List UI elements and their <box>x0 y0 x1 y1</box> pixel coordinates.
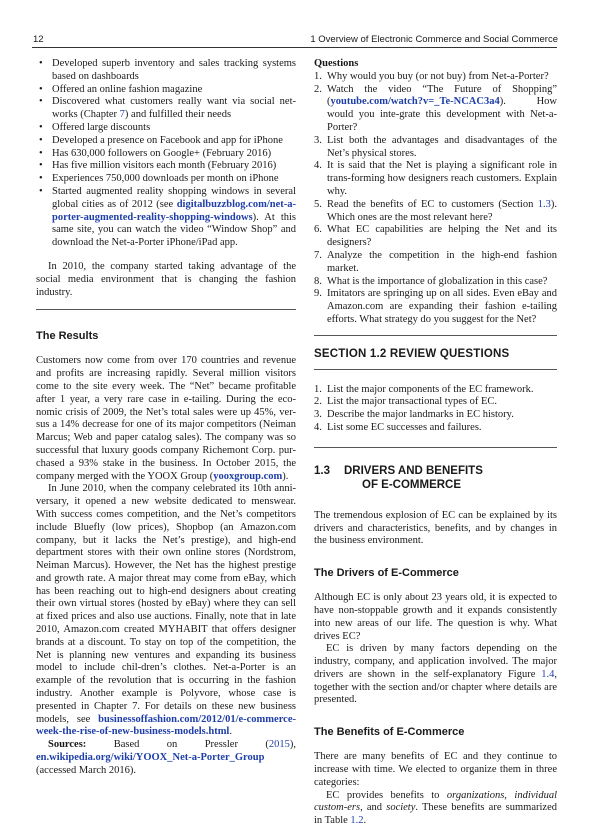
list-item: • Experiences 750,000 downloads per month on iPhone <box>36 173 296 186</box>
benefits-paragraph-1: There are many benefits of EC and they continue to increase with time. We elected to organize them in three categories: <box>314 751 557 788</box>
wikipedia-link[interactable]: en.wikipedia.org/wiki/YOOX_Net-a-Porter_Group <box>36 752 265 764</box>
section-heading <box>314 464 557 492</box>
results-paragraph-2: In June 2010, when the company celebrated its 10th anni-versary, it opened a new website dedicated to menswear. With success comes competition, and the Net’s competitors include Bluefly (low prices), Shopbop (an Amazon.com company, but it lacks the Net’s prestige), and high-end department stores with their own online stores (Nordstrom, Neiman Marcus). However, the Net has the highest prestige and growth rate. A major threat may come from eBay, which has been reaching out to high-end designers about creating their own virtual stores (hosted by eBay) where they can sell at fixed prices and also use auctions. Finally, note that in late 2010, Amazon.com created MYHABIT that offers designer brands at a discount. To stay on top of the competition, the Net is planning new ventures and expanding its business model to include chil-dren’s clothes. Net-a-Porter is an example of the revolution that is occurring in the fashion industry. Another example is Polyvore, whose case is presented in Chapter 7. For details on these new business models, see businessoffashion.com/2012/01/e-commerce-week-the-rise-of-new-business-models.html. <box>36 483 296 738</box>
question-item: 8. What is the importance of globalization in this case? <box>314 275 548 287</box>
list-item: • Offered large discounts <box>36 122 296 135</box>
list-item: • Offered an online fashion magazine <box>36 84 296 97</box>
drivers-paragraph-1: Although EC is only about 23 years old, it is expected to have non-stoppable growth and it expands consistently into new areas of our life. The question is why. What drives EC? <box>314 592 557 642</box>
list-item: • Developed superb inventory and sales tracking systems based on dashboards <box>36 58 296 84</box>
question-item: 2. Watch the video “The Future of Shopping” (youtube.com/watch?v=_Te-NCAC3a4). How would you inte-grate this development with Net-a-Porter? <box>314 83 557 133</box>
digitalbuzzblog-link[interactable]: digitalbuzzblog.com/net-a-porter-augmented-reality-shopping-windows <box>52 198 296 223</box>
question-item: 1. Why would you buy (or not buy) from Net-a-Porter? <box>314 70 549 82</box>
list-item: • Started augmented reality shopping windows in several global cities as of 2012 (see digitalbuzzblog.com/net-a-porter-augmented-reality-shopping-windows). At this same site, you can watch the video “Window Shop” and download the Net-a-Porter iPhone/iPad app. <box>36 186 296 250</box>
review-item: 3. Describe the major landmarks in EC history. <box>314 409 514 421</box>
review-questions-list <box>314 384 557 435</box>
sources-label: Sources: <box>48 739 87 751</box>
left-column <box>36 58 296 778</box>
section-title-line-1: DRIVERS AND BENEFITS <box>344 464 483 477</box>
question-item: 7. Analyze the competition in the high-end fashion market. <box>314 249 557 274</box>
section-title-line-2: OF E-COMMERCE <box>362 478 462 491</box>
divider <box>314 335 557 336</box>
figure-ref-link[interactable]: 1.4 <box>541 668 555 680</box>
list-item: • Developed a presence on Facebook and app for iPhone <box>36 135 296 148</box>
question-item: 6. What EC capabilities are helping the Net and its designers? <box>314 224 557 249</box>
list-item: • Discovered what customers really want via social net-works (Chapter 7) and fulfilled their needs <box>36 96 296 122</box>
chapter-ref-link[interactable]: 7 <box>119 109 125 121</box>
question-item: 9. Imitators are springing up on all sides. Even eBay and Amazon.com are expanding their fashion e-tailing efforts. What strategy do you suggest for the Net? <box>314 288 557 325</box>
question-item: 4. It is said that the Net is playing a significant role in trans-forming how designers reach customers. Explain why. <box>314 160 557 197</box>
list-item: • Has 630,000 followers on Google+ (February 2016) <box>36 148 296 161</box>
intro-paragraph: The tremendous explosion of EC can be explained by its drivers and characteristics, benefits, and by changes in the business environment. <box>314 509 557 547</box>
list-item: • Has five million visitors each month (February 2016) <box>36 160 296 173</box>
header-rule <box>32 47 557 48</box>
paragraph-2010: In 2010, the company started taking advantage of the social media environment that is changing the fashion industry. <box>36 260 296 298</box>
youtube-link[interactable]: youtube.com/watch?v=_Te-NCAC3a4 <box>330 96 500 108</box>
results-paragraph-1: Customers now come from over 170 countries and revenue and profits are increasing rapidly. Several million visitors come to the site every week. The “Net” became profitable after 1 year, a very rare case in e-tailing. During the eco-nomic crisis of 2009, the Net’s total sales were up 45%, ver-sus a 14% decrease for one of its major competitors (Neiman Marcus; Web and paper catalog sales). The company was so successful that luxury goods company Richemont Corp. pur-chased a 93% stake in the business. In October 2015, the company merged with the YOOX Group (yooxgroup.com). <box>36 355 296 482</box>
divider <box>314 447 557 448</box>
yooxgroup-link[interactable]: yooxgroup.com <box>213 470 283 482</box>
divider <box>314 369 557 370</box>
question-item: 3. List both the advantages and disadvantages of the Net’s physical stores. <box>314 134 557 159</box>
review-item: 4. List some EC successes and failures. <box>314 421 482 433</box>
section-number: 1.3 <box>314 464 330 477</box>
drivers-heading: The Drivers of E-Commerce <box>314 567 459 580</box>
running-head: 1 Overview of Electronic Commerce and Social Commerce <box>310 34 558 45</box>
businessoffashion-link[interactable]: businessoffashion.com/2012/01/e-commerce-week-the-rise-of-new-business-models.html <box>36 713 296 738</box>
question-item: 5. Read the benefits of EC to customers (Section 1.3). Which ones are the most relevant here? <box>314 198 557 223</box>
benefits-heading: The Benefits of E-Commerce <box>314 726 465 739</box>
drivers-paragraph-2: EC is driven by many factors depending on the industry, company, and application involved. The major drivers are shown in the self-explanatory Figure 1.4, together with the section and/or chapter where details are presented. <box>314 643 557 706</box>
review-item: 2. List the major transactional types of EC. <box>314 396 497 408</box>
section-ref-link[interactable]: 1.3 <box>537 198 551 210</box>
benefits-paragraph-2: EC provides benefits to organizations, individual custom-ers, and society. These benefits are summarized in Table 1.2. <box>314 789 557 827</box>
questions-heading: Questions <box>314 58 359 69</box>
results-heading: The Results <box>36 330 99 343</box>
divider <box>36 309 296 310</box>
right-column <box>314 58 557 828</box>
achievements-list <box>36 58 296 250</box>
page-number: 12 <box>33 34 44 45</box>
review-item: 1. List the major components of the EC framework. <box>314 383 534 395</box>
review-questions-heading: SECTION 1.2 REVIEW QUESTIONS <box>314 347 510 360</box>
pressler-ref-link[interactable]: 2015 <box>268 739 290 751</box>
table-ref-link[interactable]: 1.2 <box>350 815 364 827</box>
sources-paragraph: Sources: Based on Pressler (2015), en.wikipedia.org/wiki/YOOX_Net-a-Porter_Group (accessed March 2016). <box>36 739 296 776</box>
questions-list <box>314 71 557 327</box>
